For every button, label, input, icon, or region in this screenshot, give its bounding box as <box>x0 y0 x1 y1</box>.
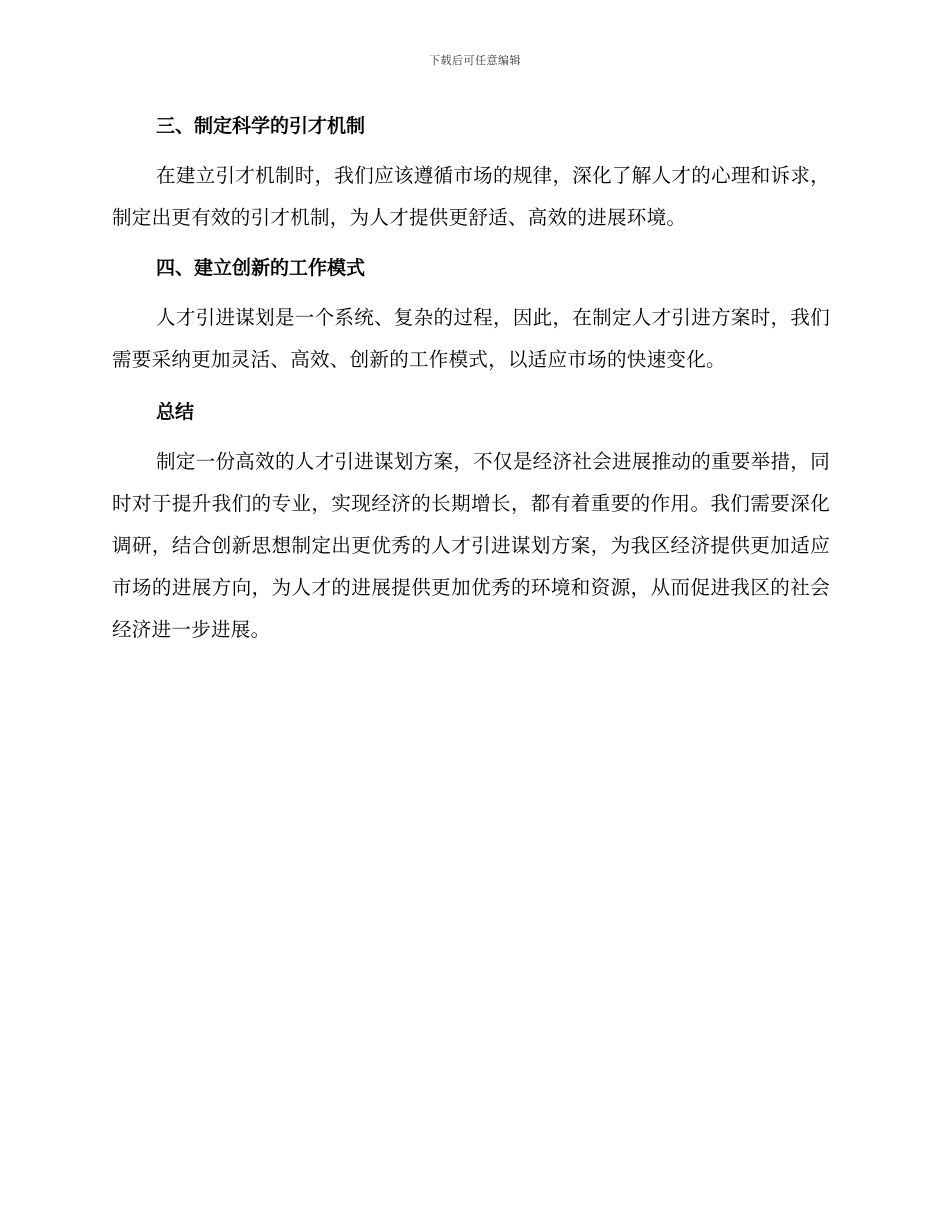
section-heading-3: 三、制定科学的引才机制 <box>156 115 366 137</box>
section-paragraph-4: 人才引进谋划是一个系统、复杂的过程，因此，在制定人才引进方案时，我们需要采纳更加灵活、高效、创新的工作模式，以适应市场的快速变化。 <box>112 306 830 371</box>
summary-heading: 总结 <box>156 401 195 423</box>
page-header: 下载后可任意编辑 <box>429 54 521 67</box>
summary-paragraph: 制定一份高效的人才引进谋划方案，不仅是经济社会进展推动的重要举措，同时对于提升我们的专业，实现经济的长期增长，都有着重要的作用。我们需要深化调研，结合创新思想制定出更优秀的人才引进谋划方案，为我区经济提供更加适应市场的进展方向，为人才的进展提供更加优秀的环境和资源，从而促进我区的社会经济进一步进展。 <box>112 450 830 641</box>
section-paragraph-3: 在建立引才机制时，我们应该遵循市场的规律，深化了解人才的心理和诉求，制定出更有效的引才机制，为人才提供更舒适、高效的进展环境。 <box>112 164 830 229</box>
document-body <box>112 105 830 659</box>
section-heading-4: 四、建立创新的工作模式 <box>156 257 366 279</box>
